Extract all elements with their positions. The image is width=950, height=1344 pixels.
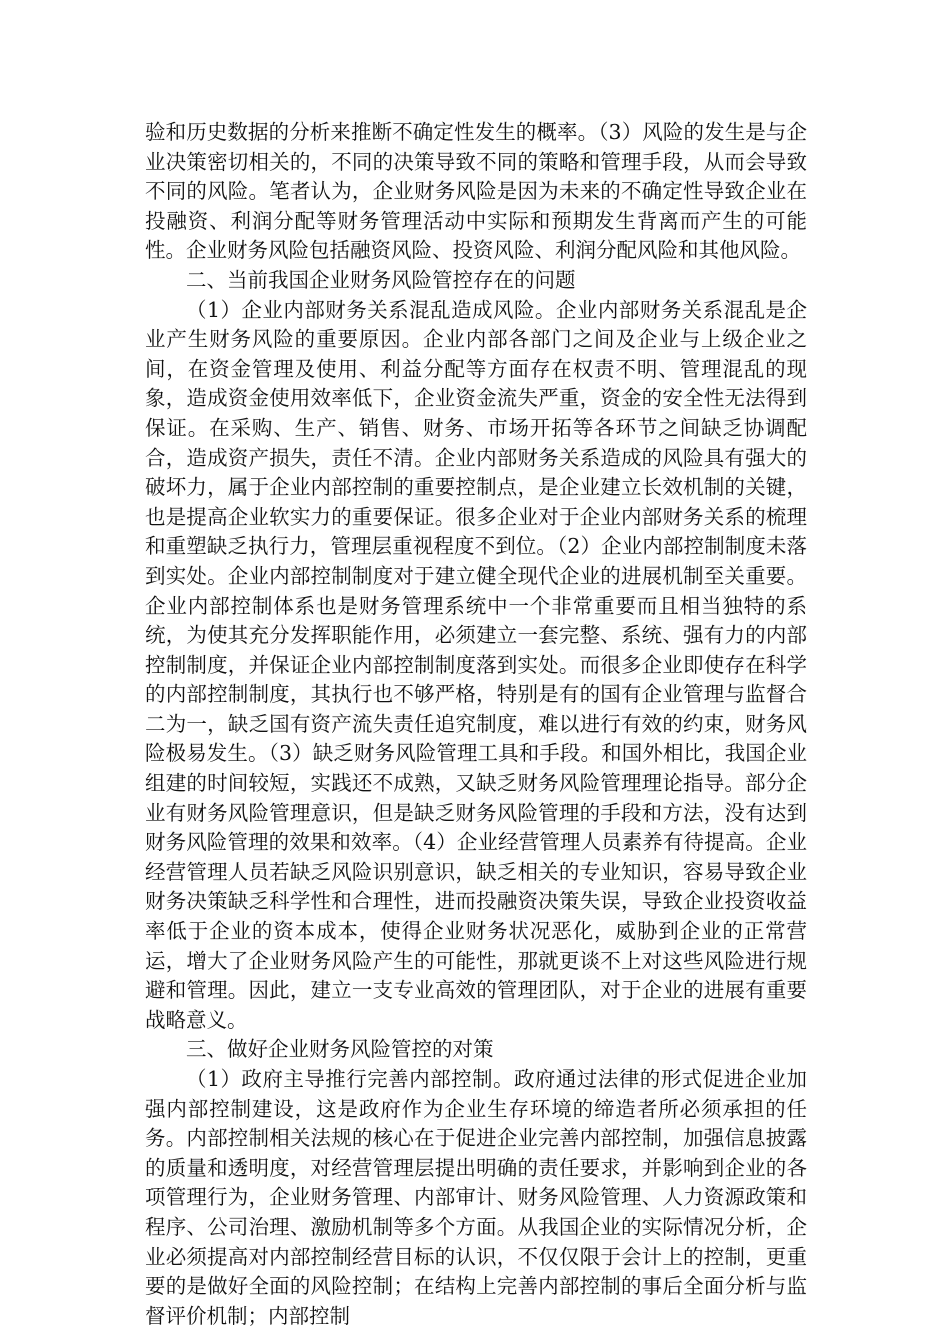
section-heading-countermeasures: 三、做好企业财务风险管控的对策 xyxy=(186,1037,494,1062)
section-heading-problems: 二、当前我国企业财务风险管控存在的问题 xyxy=(186,267,576,292)
paragraph-risk-definition: 验和历史数据的分析来推断不确定性发生的概率。（3）风险的发生是与企业决策密切相关的，不同的决策导致不同的策略和管理手段，从而会导致不同的风险。笔者认为，企业财务风险是因为未来的不确定性导致企业在投融资、利润分配等财务管理活动中实际和预期发生背离而产生的可能性。企业财务风险包括融资风险、投资风险、利润分配风险和其他风险。 xyxy=(145,120,807,263)
paragraph-countermeasures: （1）政府主导推行完善内部控制。政府通过法律的形式促进企业加强内部控制建设，这是政府作为企业生存环境的缔造者所必须承担的任务。内部控制相关法规的核心在于促进企业完善内部控制，加强信息披露的质量和透明度，对经营管理层提出明确的责任要求，并影响到企业的各项管理行为，企业财务管理、内部审计、财务风险管理、人力资源政策和程序、公司治理、激励机制等多个方面。从我国企业的实际情况分析，企业必须提高对内部控制经营目标的认识，不仅仅限于会计上的控制，更重要的是做好全面的风险控制；在结构上完善内部控制的事后全面分析与监督评价机制；内部控制 xyxy=(145,1067,807,1328)
paragraph-problems: （1）企业内部财务关系混乱造成风险。企业内部财务关系混乱是企业产生财务风险的重要原因。企业内部各部门之间及企业与上级企业之间，在资金管理及使用、利益分配等方面存在权责不明、管理混乱的现象，造成资金使用效率低下，企业资金流失严重，资金的安全性无法得到保证。在采购、生产、销售、财务、市场开拓等各环节之间缺乏协调配合，造成资产损失，责任不清。企业内部财务关系造成的风险具有强大的破坏力，属于企业内部控制的重要控制点，是企业建立长效机制的关键，也是提高企业软实力的重要保证。很多企业对于企业内部财务关系的梳理和重塑缺乏执行力，管理层重视程度不到位。（2）企业内部控制制度未落到实处。企业内部控制制度对于建立健全现代企业的进展机制至关重要。企业内部控制体系也是财务管理系统中一个非常重要而且相当独特的系统，为使其充分发挥职能作用，必须建立一套完整、系统、强有力的内部控制制度，并保证企业内部控制制度落到实处。而很多企业即使存在科学的内部控制制度，其执行也不够严格，特别是有的国有企业管理与监督合二为一，缺乏国有资产流失责任追究制度，难以进行有效的约束，财务风险极易发生。（3）缺乏财务风险管理工具和手段。和国外相比，我国企业组建的时间较短，实践还不成熟，又缺乏财务风险管理理论指导。部分企业有财务风险管理意识，但是缺乏财务风险管理的手段和方法，没有达到财务风险管理的效果和效率。（4）企业经营管理人员素养有待提高。企业经营管理人员若缺乏风险识别意识，缺乏相关的专业知识，容易导致企业财务决策缺乏科学性和合理性，进而投融资决策失误，导致企业投资收益率低于企业的资本成本，使得企业财务状况恶化，威胁到企业的正常营运，增大了企业财务风险产生的可能性，那就更谈不上对这些风险进行规避和管理。因此，建立一支专业高效的管理团队，对于企业的进展有重要战略意义。 xyxy=(145,297,807,1032)
document-body xyxy=(145,118,807,1331)
